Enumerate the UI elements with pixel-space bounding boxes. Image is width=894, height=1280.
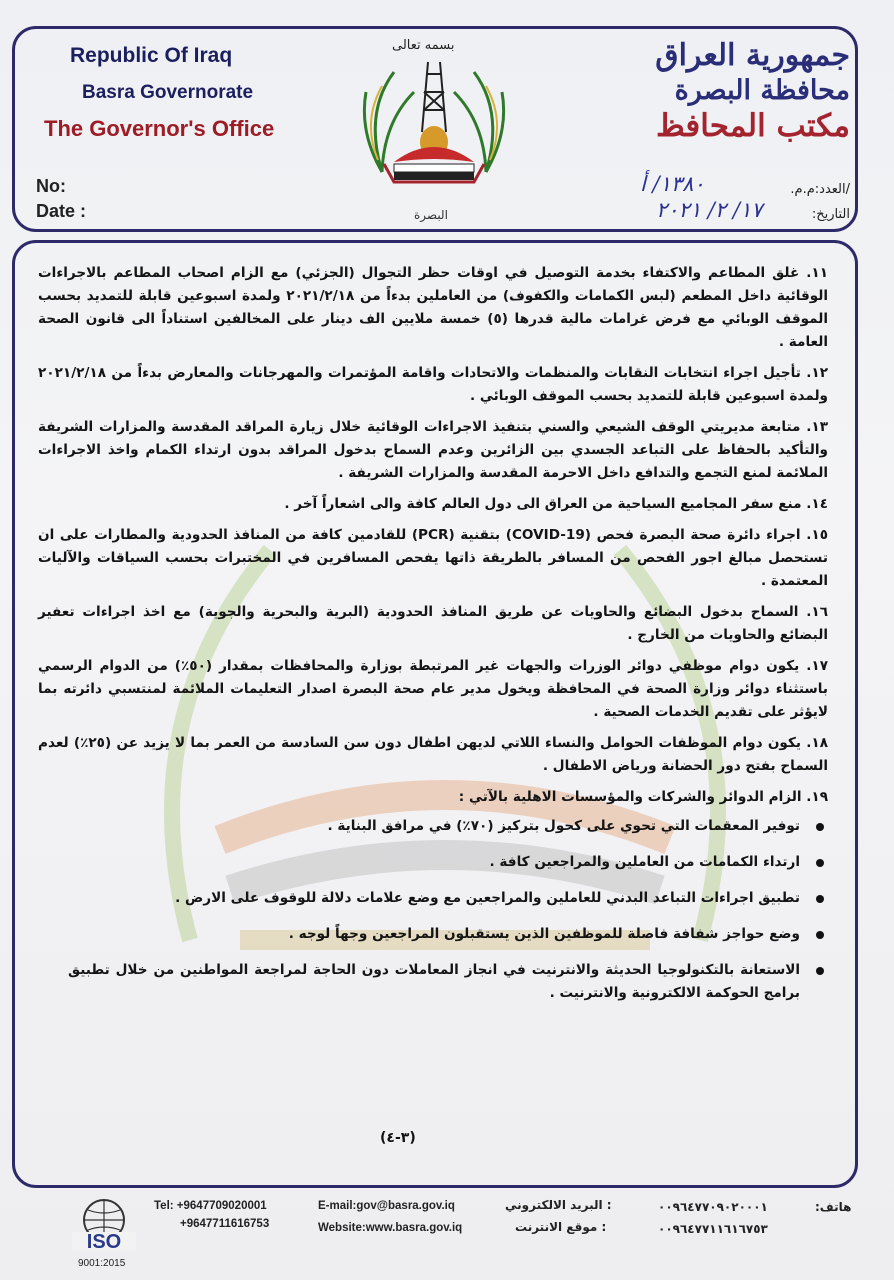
handwritten-number: ١٣٨٠/ أ xyxy=(640,172,705,196)
decision-list xyxy=(38,262,828,1018)
requirement-bullet: ارتداء الكمامات من العاملين والمراجعين كافة . xyxy=(68,851,828,874)
decision-item: ١٦. السماح بدخول البضائع والحاويات عن طريق المنافذ الحدودية (البرية والبحرية والجوية) مع اخذ اجراءات تعفير البضائع والحاويات من الخارج . xyxy=(38,604,828,643)
decision-item: ١١. غلق المطاعم والاكتفاء بخدمة التوصيل في اوقات حظر التجوال (الجزئي) مع الزام اصحاب المطاعم بالاجراءات الوقائية داخل المطعم (لبس الكمامات والكفوف) من العاملين بدءاً من ٢٠٢١/٢/١٨ ولمدة اسبوعين قابلة للتمديد بحسب الموقف الوبائي مع فرض غرامات مالية قدرها (٥) خمسة ملايين الف دينار على المخالفين استناداً الى قانون الصحة العامة . xyxy=(38,265,829,350)
handwritten-date: ١٧/ ٢/ ٢٠٢١ xyxy=(656,198,763,222)
iso-caption: 9001:2015 xyxy=(78,1258,126,1269)
footer-website-label-ar: : موقع الانترنت xyxy=(515,1220,607,1234)
page-number: (٣-٤) xyxy=(380,1130,416,1146)
date-label: Date : xyxy=(36,201,87,221)
requirement-bullet: تطبيق اجراءات التباعد البدني للعاملين والمراجعين مع وضع علامات دلالة للوقوف على الارض . xyxy=(68,887,828,910)
number-label: No: xyxy=(36,176,66,196)
decision-item: ١٣. متابعة مديريتي الوقف الشيعي والسني بتنفيذ الاجراءات الوقائية خلال زيارة المراقد المقدسة والمزارات الشريفة والتأكيد بالحفاظ على التباعد الجسدي بين الزائرين وعدم السماح بدخول المراقد بدون ارتداء الكمام واخذ الاجراءات الملائمة لمنع التجمع والتدافع داخل الاحرمة المقدسة والمزارات الشريفة . xyxy=(38,419,828,481)
header-governorate: Basra Governorate xyxy=(82,82,254,103)
requirement-bullet: توفير المعقمات التي تحوي على كحول بتركيز (٧٠٪) في مرافق البناية . xyxy=(68,815,828,838)
footer-tel-2: +9647711616753 xyxy=(180,1218,270,1230)
iso-logo-text: ISO xyxy=(86,1231,122,1253)
header-governorate-ar: محافظة البصرة xyxy=(674,75,850,106)
footer-phone-label-ar: هاتف: xyxy=(815,1200,852,1214)
decision-item: ١٩. الزام الدوائر والشركات والمؤسسات الاهلية بالآتي : xyxy=(458,789,828,805)
footer-tel: Tel: +9647709020001 xyxy=(154,1200,267,1212)
header-office: The Governor's Office xyxy=(44,116,275,141)
footer-email[interactable]: E-mail:gov@basra.gov.iq xyxy=(318,1200,455,1212)
number-label-ar: /العدد:م.م. xyxy=(790,182,850,197)
iso-certification-logo xyxy=(68,1196,140,1258)
requirement-bullet: وضع حواجز شفافة فاصلة للموظفين الذين يستقبلون المراجعين وجهاً لوجه . xyxy=(68,923,828,946)
footer-email-label-ar: : البريد الالكتروني xyxy=(505,1198,612,1212)
footer-website[interactable]: Website:www.basra.gov.iq xyxy=(318,1222,463,1234)
emblem-caption: البصرة xyxy=(414,208,448,222)
requirements-list xyxy=(38,815,828,1005)
header-arabic-block xyxy=(655,38,850,144)
header-english-block xyxy=(34,44,334,142)
decision-item: ١٨. يكون دوام الموظفات الحوامل والنساء اللاتي لديهن اطفال دون سن السادسة من العمر بما لا يزيد عن (٢٥٪) لعدم السماح بفتح دور الحضانة ورياض الاطفال . xyxy=(38,735,828,774)
date-label-ar: التاريخ: xyxy=(811,207,850,222)
basra-governorate-emblem xyxy=(354,52,514,202)
footer-phone-ar-2: ٠٠٩٦٤٧٧١١٦١٦٧٥٣ xyxy=(658,1222,768,1236)
requirement-bullet: الاستعانة بالتكنولوجيا الحديثة والانترنيت في انجاز المعاملات دون الحاجة لمراجعة المواطنين من خلال تطبيق برامج الحوكمة الالكترونية والانترنيت . xyxy=(68,959,828,1005)
decision-item: ١٢. تأجيل اجراء انتخابات النقابات والمنظمات والاتحادات واقامة المؤتمرات والمهرجانات والمعارض بدءاً من ٢٠٢١/٢/١٨ ولمدة اسبوعين قابلة للتمديد بحسب الموقف الوبائي . xyxy=(38,365,828,404)
header-office-ar: مكتب المحافظ xyxy=(656,108,850,144)
decision-item: ١٧. يكون دوام موظفي دوائر الوزرات والجهات غير المرتبطة بوزارة والمحافظات بمقدار (٥٠٪) من الدوام الرسمي باستثناء دوائر وزارة الصحة في المحافظة ويخول مدير عام صحة البصرة اصدار التعليمات الملائمة لمنتسبي دائرته بما لايؤثر على تقديم الخدمات الصحية . xyxy=(38,658,828,720)
header-country: Republic Of Iraq xyxy=(70,44,233,67)
header-country-ar: جمهورية العراق xyxy=(655,38,850,73)
footer-phone-ar-1: ٠٠٩٦٤٧٧٠٩٠٢٠٠٠١ xyxy=(658,1200,768,1214)
decision-item: ١٥. اجراء دائرة صحة البصرة فحص (COVID-19) بتقنية (PCR) للقادمين كافة من المنافذ الحدودية والمطارات على ان تستحصل مبالغ اجور الفحص من المسافر بالطريقة ذاتها يفحص المسافرين في المختبرات بحسب السياقات والآليات المعتمدة . xyxy=(38,527,829,589)
decision-item: ١٤. منع سفر المجاميع السياحية من العراق الى دول العالم كافة والى اشعاراً آخر . xyxy=(284,496,828,512)
basmala: بسمه تعالى xyxy=(392,38,455,53)
